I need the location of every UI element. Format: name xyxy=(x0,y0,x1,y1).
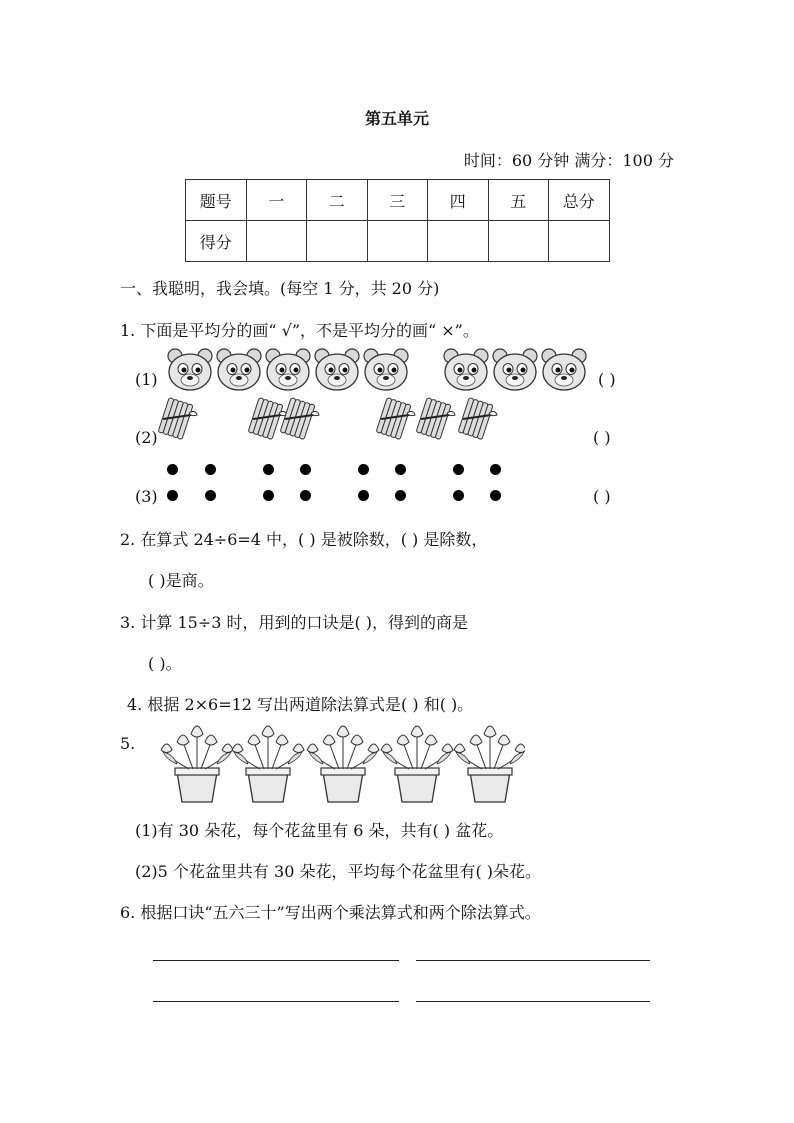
stick-bundle-icon xyxy=(158,398,197,440)
section-heading: 一、我聪明，我会填。(每空 1 分，共 20 分) xyxy=(120,279,440,298)
question-3-line-2: ( )。 xyxy=(148,654,182,673)
bear-face-icon xyxy=(364,349,408,390)
answer-line[interactable] xyxy=(416,960,650,961)
score-table xyxy=(185,179,610,262)
stick-bundle-icon xyxy=(458,398,497,440)
header-cell: 总分 xyxy=(549,180,610,221)
q1-answer-2[interactable]: ( ) xyxy=(593,428,611,447)
dot xyxy=(167,464,178,475)
bear-face-icon xyxy=(266,349,310,390)
stick-bundle-icon xyxy=(376,398,415,440)
dot xyxy=(205,464,216,475)
dot xyxy=(358,464,369,475)
bears-group xyxy=(160,340,600,395)
header-cell: 五 xyxy=(488,180,549,221)
dot xyxy=(300,464,311,475)
header-cell: 题号 xyxy=(186,180,247,221)
dot xyxy=(490,464,501,475)
score-table-header-row xyxy=(186,180,610,221)
dot xyxy=(395,464,406,475)
flower-pot-icon xyxy=(307,726,379,802)
dot xyxy=(453,490,464,501)
stick-bundles-group xyxy=(155,392,515,447)
score-cell[interactable] xyxy=(246,221,307,262)
stick-bundle-icon xyxy=(248,398,287,440)
dot xyxy=(358,490,369,501)
q1-label-1: (1) xyxy=(135,370,158,389)
bear-face-icon xyxy=(444,349,488,390)
dot xyxy=(300,490,311,501)
page-title: 第五单元 xyxy=(364,109,429,128)
flower-pot-icon xyxy=(232,726,304,802)
dot xyxy=(263,464,274,475)
dot xyxy=(453,464,464,475)
question-2-line-1: 2. 在算式 24÷6=4 中，( ) 是被除数，( ) 是除数， xyxy=(120,530,488,549)
question-2-line-2: ( )是商。 xyxy=(148,571,214,590)
flower-pot-icon xyxy=(454,726,525,802)
question-5-label: 5. xyxy=(120,734,136,753)
question-3-line-1: 3. 计算 15÷3 时，用到的口诀是( )，得到的商是 xyxy=(120,613,469,632)
score-cell[interactable] xyxy=(428,221,489,262)
q1-label-3: (3) xyxy=(135,487,158,506)
dot xyxy=(167,490,178,501)
stick-bundle-icon xyxy=(416,398,455,440)
question-1-stem: 1. 下面是平均分的画“ √”，不是平均分的画“ ×”。 xyxy=(120,321,479,340)
stick-bundle-icon xyxy=(280,398,319,440)
question-5-sub-2: (2)5 个花盆里共有 30 朵花，平均每个花盆里有( )朵花。 xyxy=(135,862,542,881)
q1-answer-1[interactable]: ( ) xyxy=(598,370,616,389)
header-cell: 三 xyxy=(367,180,428,221)
header-cell: 一 xyxy=(246,180,307,221)
q1-label-2: (2) xyxy=(135,428,158,447)
dot xyxy=(490,490,501,501)
answer-line[interactable] xyxy=(416,1001,650,1002)
bear-face-icon xyxy=(315,349,359,390)
question-6: 6. 根据口诀“五六三十”写出两个乘法算式和两个除法算式。 xyxy=(120,903,541,922)
bear-face-icon xyxy=(168,349,212,390)
answer-line[interactable] xyxy=(153,1001,399,1002)
flower-pot-icon xyxy=(381,726,453,802)
bear-face-icon xyxy=(493,349,537,390)
score-table-score-row xyxy=(186,221,610,262)
dot xyxy=(205,490,216,501)
dot xyxy=(263,490,274,501)
dot xyxy=(395,490,406,501)
header-cell: 四 xyxy=(428,180,489,221)
flower-pots-group xyxy=(155,716,525,806)
bear-face-icon xyxy=(542,349,586,390)
score-cell[interactable] xyxy=(549,221,610,262)
score-cell[interactable] xyxy=(367,221,428,262)
exam-info: 时间：60 分钟 满分：100 分 xyxy=(463,151,674,170)
question-4: 4. 根据 2×6=12 写出两道除法算式是( ) 和( )。 xyxy=(127,695,474,714)
answer-line[interactable] xyxy=(153,960,399,961)
row-label-cell: 得分 xyxy=(186,221,247,262)
header-cell: 二 xyxy=(307,180,368,221)
score-cell[interactable] xyxy=(307,221,368,262)
q1-answer-3[interactable]: ( ) xyxy=(593,487,611,506)
flower-pot-icon xyxy=(161,726,233,802)
bear-face-icon xyxy=(217,349,261,390)
score-cell[interactable] xyxy=(488,221,549,262)
question-5-sub-1: (1)有 30 朵花，每个花盆里有 6 朵，共有( ) 盆花。 xyxy=(135,821,504,840)
